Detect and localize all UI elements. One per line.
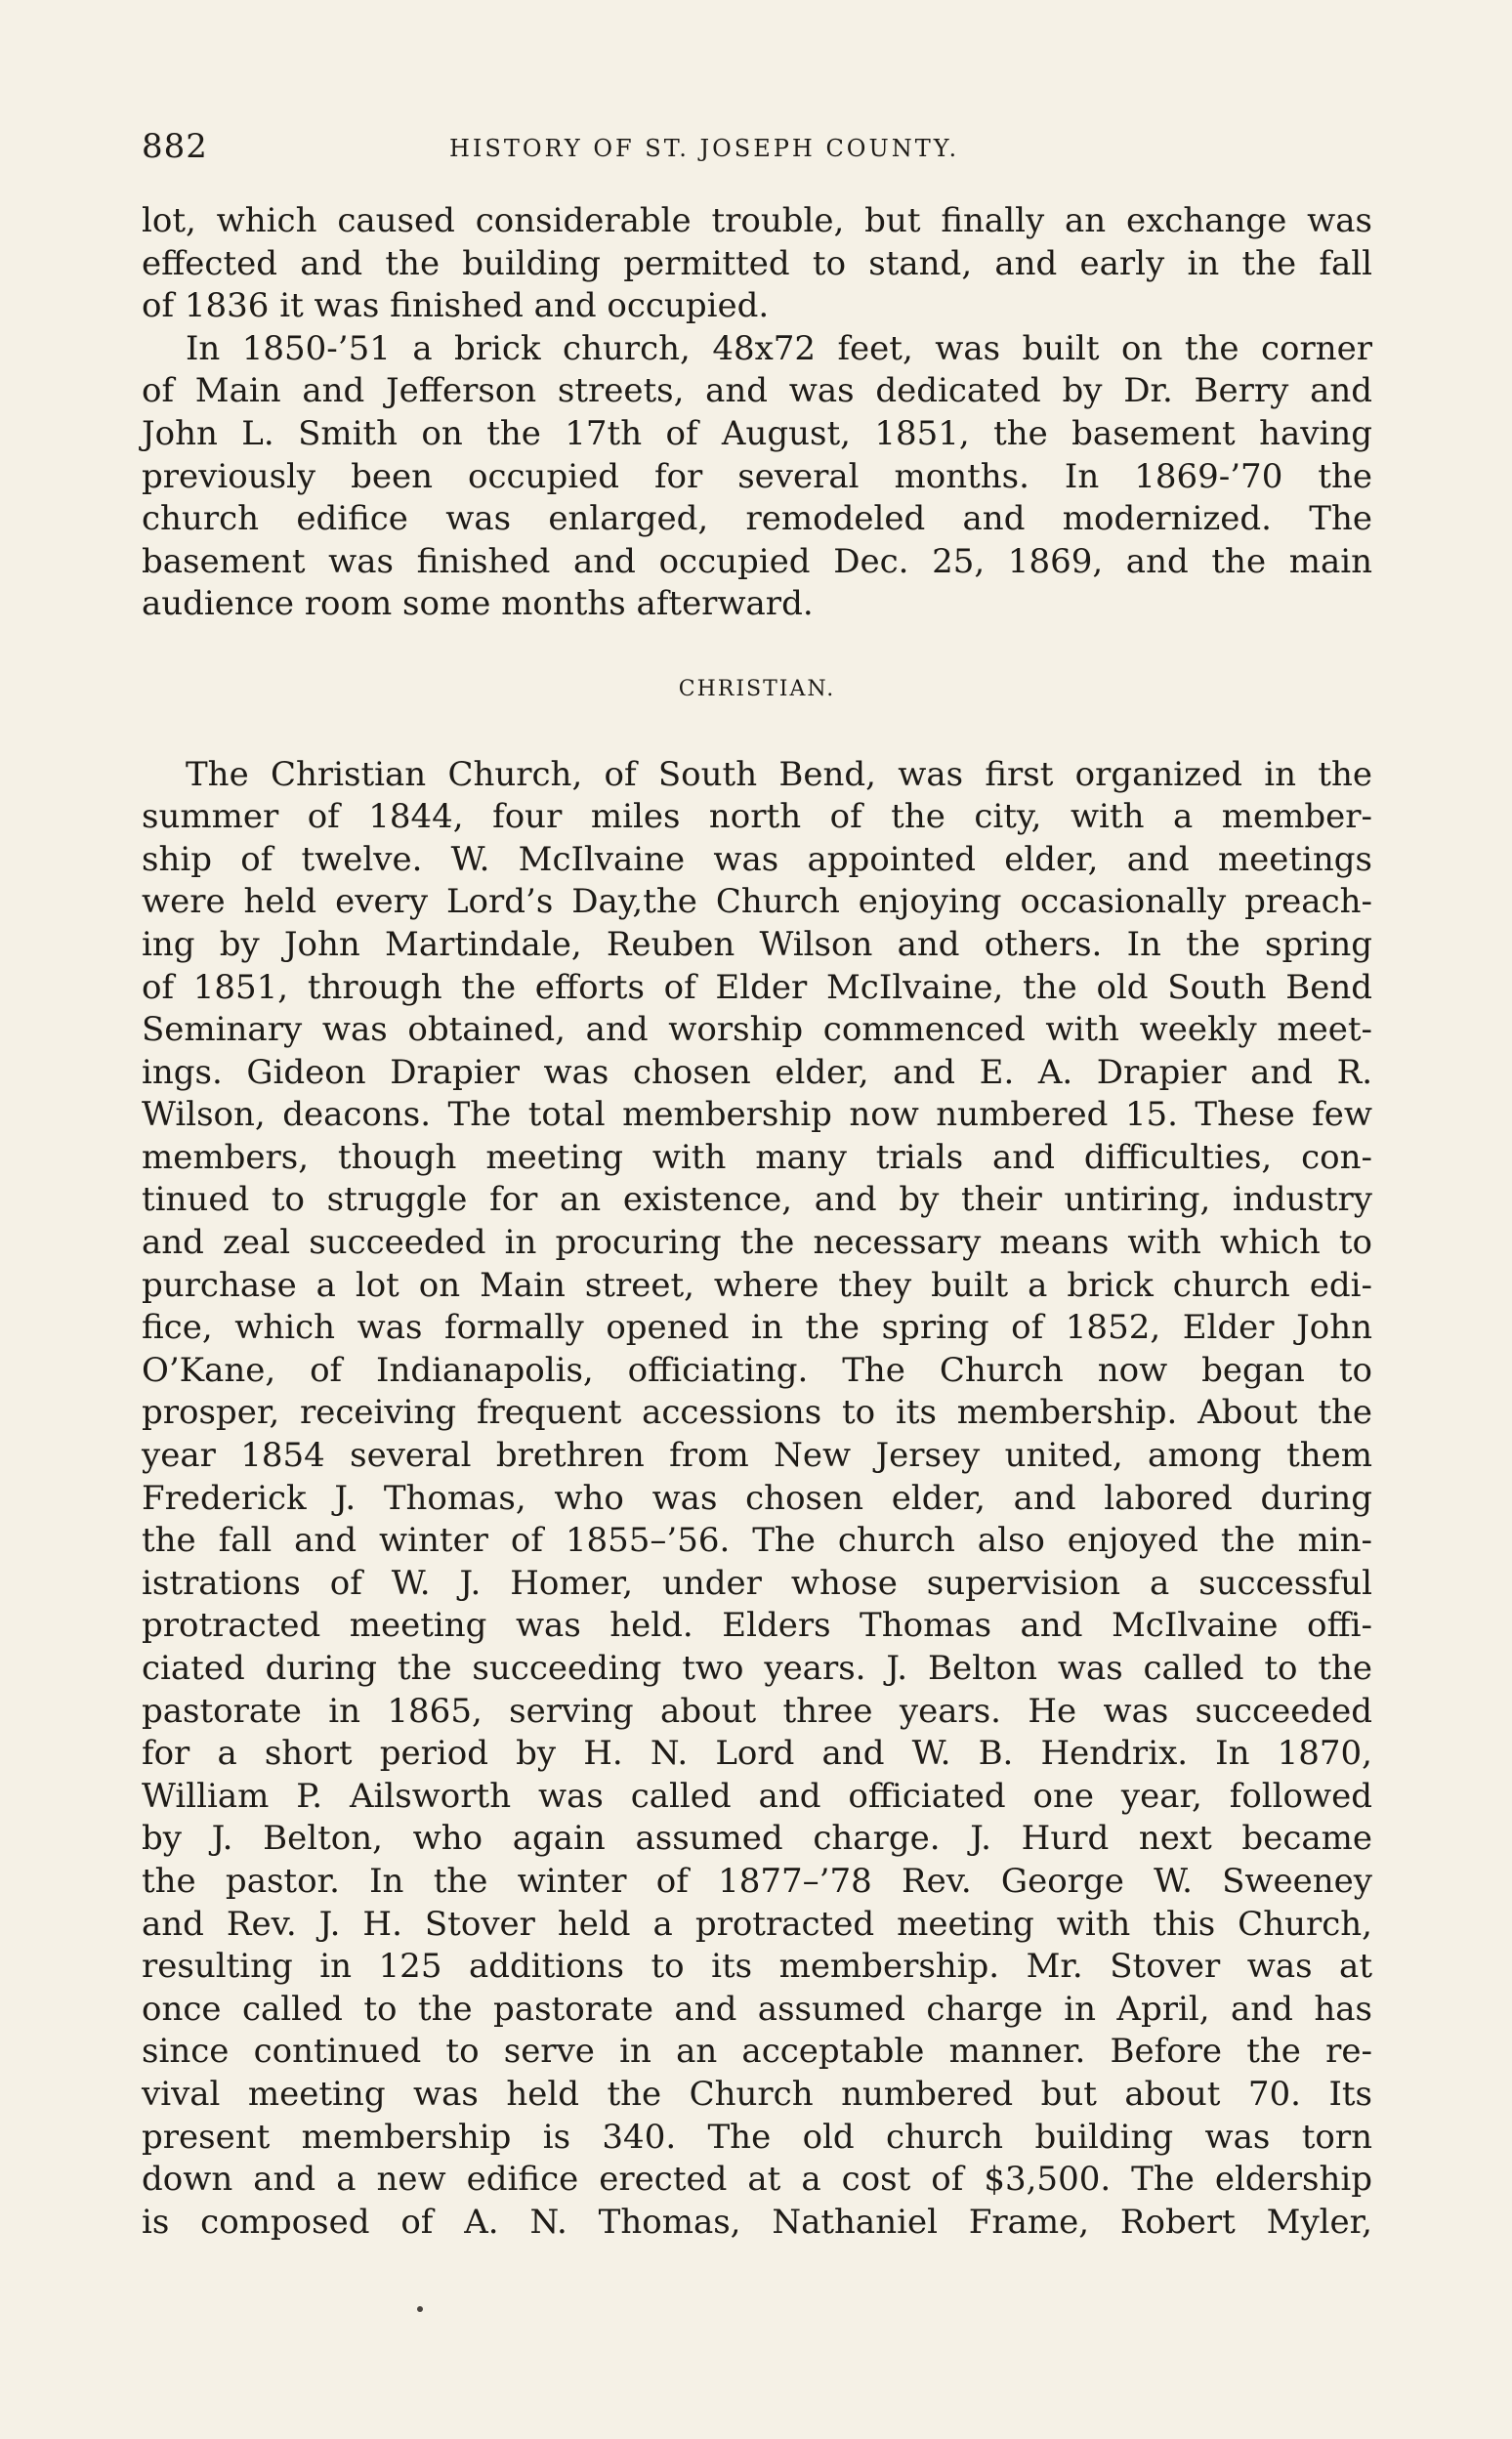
text-line: for a short period by H. N. Lord and W. B. Hendrix. In 1870, xyxy=(142,1734,1372,1774)
ink-speck xyxy=(417,2306,423,2312)
text-line: audience room some months afterward. xyxy=(142,584,814,624)
text-line: the fall and winter of 1855–’56. The church also enjoyed the min- xyxy=(142,1521,1372,1561)
text-line: once called to the pastorate and assumed charge in April, and has xyxy=(142,1989,1372,2029)
text-line: ing by John Martindale, Reuben Wilson and others. In the spring xyxy=(142,924,1372,964)
text-line: of 1851, through the efforts of Elder McIlvaine, the old South Bend xyxy=(142,967,1372,1007)
text-line: William P. Ailsworth was called and officiated one year, followed xyxy=(142,1776,1372,1816)
text-line: prosper, receiving frequent accessions to its membership. About the xyxy=(142,1393,1372,1433)
paragraph-brick-church xyxy=(142,328,1372,626)
text-line: by J. Belton, who again assumed charge. J. Hurd next became xyxy=(142,1819,1372,1859)
text-line: Seminary was obtained, and worship commenced with weekly meet- xyxy=(142,1010,1372,1050)
running-title: HISTORY OF ST. JOSEPH COUNTY. xyxy=(449,135,960,162)
text-line: and zeal succeeded in procuring the necessary means with which to xyxy=(142,1223,1372,1263)
text-line: vival meeting was held the Church numbered but about 70. Its xyxy=(142,2074,1372,2114)
text-line: tinued to struggle for an existence, and by their untiring, industry xyxy=(142,1180,1372,1220)
text-line: of 1836 it was finished and occupied. xyxy=(142,286,770,326)
text-line: ings. Gideon Drapier was chosen elder, and E. A. Drapier and R. xyxy=(142,1052,1372,1092)
text-line: purchase a lot on Main street, where they built a brick church edi- xyxy=(142,1265,1372,1305)
text-line: since continued to serve in an acceptable manner. Before the re- xyxy=(142,2032,1372,2072)
text-line: In 1850-’51 a brick church, 48x72 feet, was built on the corner xyxy=(186,328,1372,368)
page-number: 882 xyxy=(142,127,208,166)
text-line: summer of 1844, four miles north of the city, with a member- xyxy=(142,797,1372,837)
text-line: fice, which was formally opened in the spring of 1852, Elder John xyxy=(142,1308,1372,1348)
text-line: Wilson, deacons. The total membership now numbered 15. These few xyxy=(142,1095,1372,1135)
text-line: ciated during the succeeding two years. J. Belton was called to the xyxy=(142,1649,1372,1688)
text-line: previously been occupied for several months. In 1869-’70 the xyxy=(142,456,1372,496)
text-line: present membership is 340. The old church building was torn xyxy=(142,2117,1372,2157)
running-head xyxy=(142,127,1372,176)
text-line: down and a new edifice erected at a cost of $3,500. The eldership xyxy=(142,2160,1372,2200)
text-line: O’Kane, of Indianapolis, officiating. The Church now began to xyxy=(142,1350,1372,1390)
text-line: church edifice was enlarged, remodeled and modernized. The xyxy=(142,499,1372,539)
text-line: The Christian Church, of South Bend, was first organized in the xyxy=(186,754,1372,794)
text-line: protracted meeting was held. Elders Thomas and McIlvaine offi- xyxy=(142,1606,1372,1646)
text-line: year 1854 several brethren from New Jersey united, among them xyxy=(142,1436,1372,1476)
text-line: basement was finished and occupied Dec. 25, 1869, and the main xyxy=(142,541,1372,581)
text-line: John L. Smith on the 17th of August, 1851, the basement having xyxy=(142,413,1372,453)
text-line: resulting in 125 additions to its membership. Mr. Stover was at xyxy=(142,1947,1372,1987)
text-line: were held every Lord’s Day,the Church enjoying occasionally preach- xyxy=(142,882,1372,922)
paragraph-church-lot xyxy=(142,200,1372,328)
text-line: the pastor. In the winter of 1877–’78 Rev. George W. Sweeney xyxy=(142,1861,1372,1901)
text-line: of Main and Jefferson streets, and was dedicated by Dr. Berry and xyxy=(142,371,1372,411)
text-line: is composed of A. N. Thomas, Nathaniel Frame, Robert Myler, xyxy=(142,2202,1372,2242)
paragraph-christian-church xyxy=(142,754,1372,2245)
text-line: lot, which caused considerable trouble, but finally an exchange was xyxy=(142,201,1372,240)
text-line: and Rev. J. H. Stover held a protracted meeting with this Church, xyxy=(142,1904,1372,1944)
text-line: Frederick J. Thomas, who was chosen elder, and labored during xyxy=(142,1478,1372,1518)
text-line: effected and the building permitted to stand, and early in the fall xyxy=(142,243,1372,283)
body-text xyxy=(142,200,1372,2244)
text-line: pastorate in 1865, serving about three years. He was succeeded xyxy=(142,1691,1372,1731)
text-line: istrations of W. J. Homer, under whose supervision a successful xyxy=(142,1563,1372,1603)
text-line: ship of twelve. W. McIlvaine was appointed elder, and meetings xyxy=(142,839,1372,879)
section-heading: CHRISTIAN. xyxy=(678,676,836,701)
text-line: members, though meeting with many trials and difficulties, con- xyxy=(142,1137,1372,1177)
